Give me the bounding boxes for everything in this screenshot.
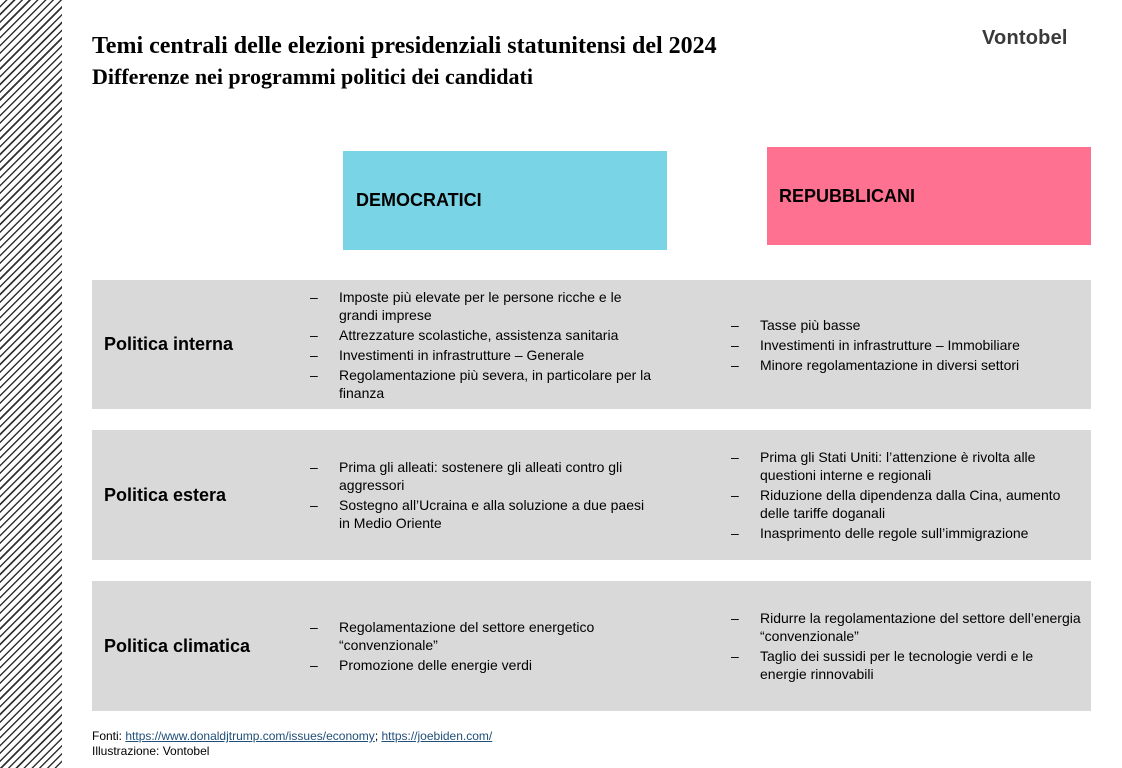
page-title: Temi centrali delle elezioni presidenziali statunitensi del 2024 — [92, 33, 717, 59]
sources-separator: ; — [374, 729, 382, 743]
decorative-stripes — [0, 0, 62, 768]
row-domestic-policy — [92, 280, 1091, 409]
source-link-trump[interactable]: https://www.donaldjtrump.com/issues/economy — [125, 729, 375, 743]
list-item: – Riduzione della dipendenza dalla Cina, aumento delle tariffe doganali — [731, 486, 1081, 522]
democrats-column — [310, 581, 655, 711]
list-item: – Sostegno all’Ucraina e alla soluzione a due paesi in Medio Oriente — [310, 496, 655, 532]
list-item: – Minore regolamentazione in diversi settori — [731, 356, 1081, 374]
list-item: – Investimenti in infrastrutture – Immobiliare — [731, 336, 1081, 354]
vontobel-logo: Vontobel — [982, 27, 1068, 49]
illustration-credit: Illustrazione: Vontobel — [92, 744, 210, 758]
democrats-column — [310, 280, 655, 409]
row-climate-policy — [92, 581, 1091, 711]
list-item: – Regolamentazione più severa, in particolare per la finanza — [310, 366, 655, 402]
republicans-column — [731, 430, 1081, 560]
list-item: – Regolamentazione del settore energetico “convenzionale” — [310, 618, 655, 654]
republicans-column — [731, 581, 1081, 711]
row-foreign-policy — [92, 430, 1091, 560]
republicans-header: REPUBBLICANI — [767, 147, 1091, 245]
list-item: – Investimenti in infrastrutture – Generale — [310, 346, 655, 364]
list-item: – Inasprimento delle regole sull’immigrazione — [731, 524, 1081, 542]
list-item: – Prima gli Stati Uniti: l’attenzione è rivolta alle questioni interne e regionali — [731, 448, 1081, 484]
row-label: Politica interna — [104, 334, 234, 354]
row-label: Politica climatica — [104, 635, 251, 656]
list-item: – Imposte più elevate per le persone ricche e le grandi imprese — [310, 288, 655, 324]
list-item: – Taglio dei sussidi per le tecnologie verdi e le energie rinnovabili — [731, 647, 1081, 683]
democrats-header: DEMOCRATICI — [343, 151, 667, 250]
list-item: – Promozione delle energie verdi — [310, 656, 655, 674]
republicans-column — [731, 280, 1081, 409]
sources-prefix: Fonti: — [92, 729, 126, 743]
page-subtitle: Differenze nei programmi politici dei candidati — [92, 64, 533, 89]
democrats-column — [310, 430, 655, 560]
sources-line — [92, 729, 492, 744]
row-label: Politica estera — [104, 484, 227, 505]
footer — [92, 729, 492, 759]
list-item: – Prima gli alleati: sostenere gli alleati contro gli aggressori — [310, 458, 655, 494]
list-item: – Ridurre la regolamentazione del settore dell’energia “convenzionale” — [731, 609, 1081, 645]
source-link-biden[interactable]: https://joebiden.com/ — [381, 729, 493, 743]
list-item: – Tasse più basse — [731, 316, 1081, 334]
list-item: – Attrezzature scolastiche, assistenza sanitaria — [310, 326, 655, 344]
